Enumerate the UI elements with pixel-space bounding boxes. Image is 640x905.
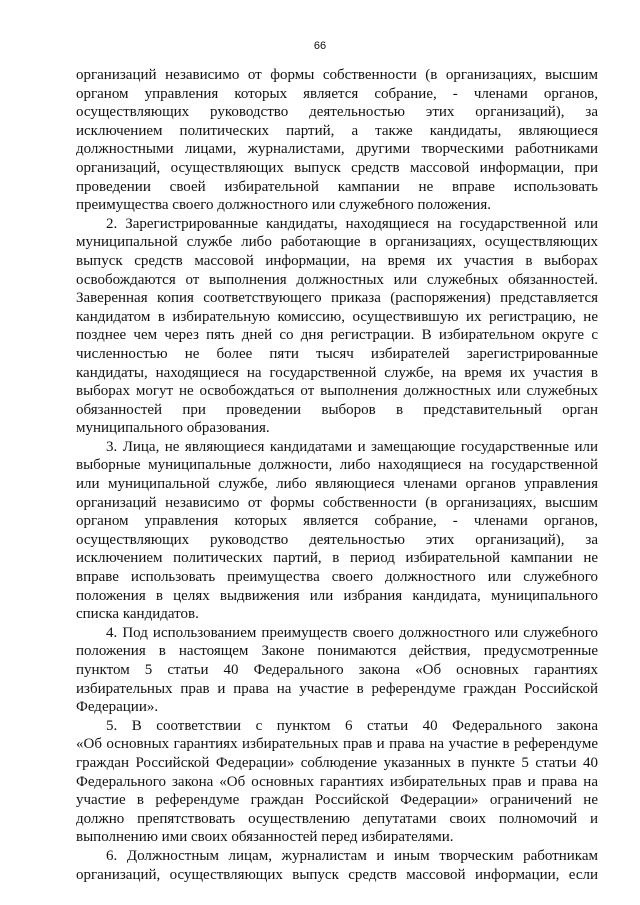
text-line: должностными лицами, журналистами, другими творческими работниками <box>76 141 598 158</box>
text-line: осуществляющих руководство деятельностью этих организаций), за <box>76 531 598 548</box>
text-line: преимущества своего должностного или служебного положения. <box>76 197 491 214</box>
text-line: муниципального образования. <box>76 420 270 437</box>
text-line: осуществляющих руководство деятельностью этих организаций), за <box>76 104 598 121</box>
text-line: 3. Лица, не являющиеся кандидатами и замещающие государственные или <box>106 438 598 455</box>
text-line: избирательных прав и права на участие в референдуме граждан Российской <box>76 680 598 697</box>
text-line: исключением политических партий, в период избирательной кампании не <box>76 550 598 567</box>
text-line: или муниципальной службе, либо являющиеся членами органов управления <box>76 476 598 493</box>
text-line: организаций независимо от формы собственности (в организациях, высшим <box>76 67 598 83</box>
text-line: освобождаются от выполнения должностных или служебных обязанностей. <box>76 271 598 288</box>
text-line: организаций независимо от формы собственности (в организациях, высшим <box>76 494 598 511</box>
text-line: выборах могут не освобождаться от выполнения должностных или служебных <box>76 383 598 400</box>
text-line: пунктом 5 статьи 40 Федерального закона «Об основных гарантиях <box>76 662 598 678</box>
text-line: обязанностей при проведении выборов в представительный орган <box>76 401 598 418</box>
text-line: организаций, осуществляющих выпуск средств массовой информации, при <box>76 159 598 176</box>
text-line: выборные муниципальные должности, либо находящиеся на государственной <box>76 457 598 474</box>
text-line: положения в настоящем Законе понимаются действия, предусмотренные <box>76 643 598 660</box>
text-line: кандидаты, находящиеся на государственной службе, на время их участия в <box>76 364 598 381</box>
text-line: организаций, осуществляющих выпуск средств массовой информации, если <box>76 866 598 883</box>
text-line: проведении своей избирательной кампании не вправе использовать <box>76 178 598 195</box>
document-body <box>76 66 598 884</box>
text-line: исключением политических партий, а также кандидаты, являющиеся <box>76 122 598 139</box>
text-line: органом управления которых является собрание, - членами органов, <box>76 513 598 530</box>
text-line: органом управления которых является собрание, - членами органов, <box>76 85 598 102</box>
text-line: 5. В соответствии с пунктом 6 статьи 40 Федерального закона <box>106 717 598 734</box>
text-line: 6. Должностным лицам, журналистам и иным творческим работникам <box>106 847 598 864</box>
text-line: кандидатом в избирательную комиссию, осуществившую их регистрацию, не <box>76 308 598 325</box>
text-line: Федерального закона «Об основных гарантиях избирательных прав и права на <box>76 773 598 790</box>
text-line: должно препятствовать осуществлению депутатами своих полномочий и <box>76 810 598 827</box>
text-line: 2. Зарегистрированные кандидаты, находящиеся на государственной или <box>106 215 598 232</box>
text-line: 4. Под использованием преимуществ своего должностного или служебного <box>106 624 598 641</box>
text-line: численностью не более пяти тысяч избирателей зарегистрированные <box>76 345 598 362</box>
text-line: списка кандидатов. <box>76 606 199 623</box>
text-line: позднее чем через пять дней со дня регистрации. В избирательном округе с <box>76 327 598 344</box>
text-line: муниципальной службе либо работающие в организациях, осуществляющих <box>76 234 598 251</box>
text-line: «Об основных гарантиях избирательных прав и права на участие в референдуме <box>76 736 598 753</box>
text-line: выполнению ими своих обязанностей перед избирателями. <box>76 829 454 846</box>
text-line: Федерации». <box>76 699 159 716</box>
text-line: граждан Российской Федерации» соблюдение указанных в пункте 5 статьи 40 <box>76 754 598 771</box>
text-line: участие в референдуме граждан Российской Федерации» ограничений не <box>76 792 598 809</box>
page-number: 66 <box>313 40 327 52</box>
text-line: Заверенная копия соответствующего приказа (распоряжения) представляется <box>76 290 598 307</box>
text-line: вправе использовать преимущества своего должностного или служебного <box>76 569 598 586</box>
text-line: выпуск средств массовой информации, на время их участия в выборах <box>76 252 598 269</box>
text-line: положения в целях выдвижения или избрания кандидата, муниципального <box>76 587 598 604</box>
